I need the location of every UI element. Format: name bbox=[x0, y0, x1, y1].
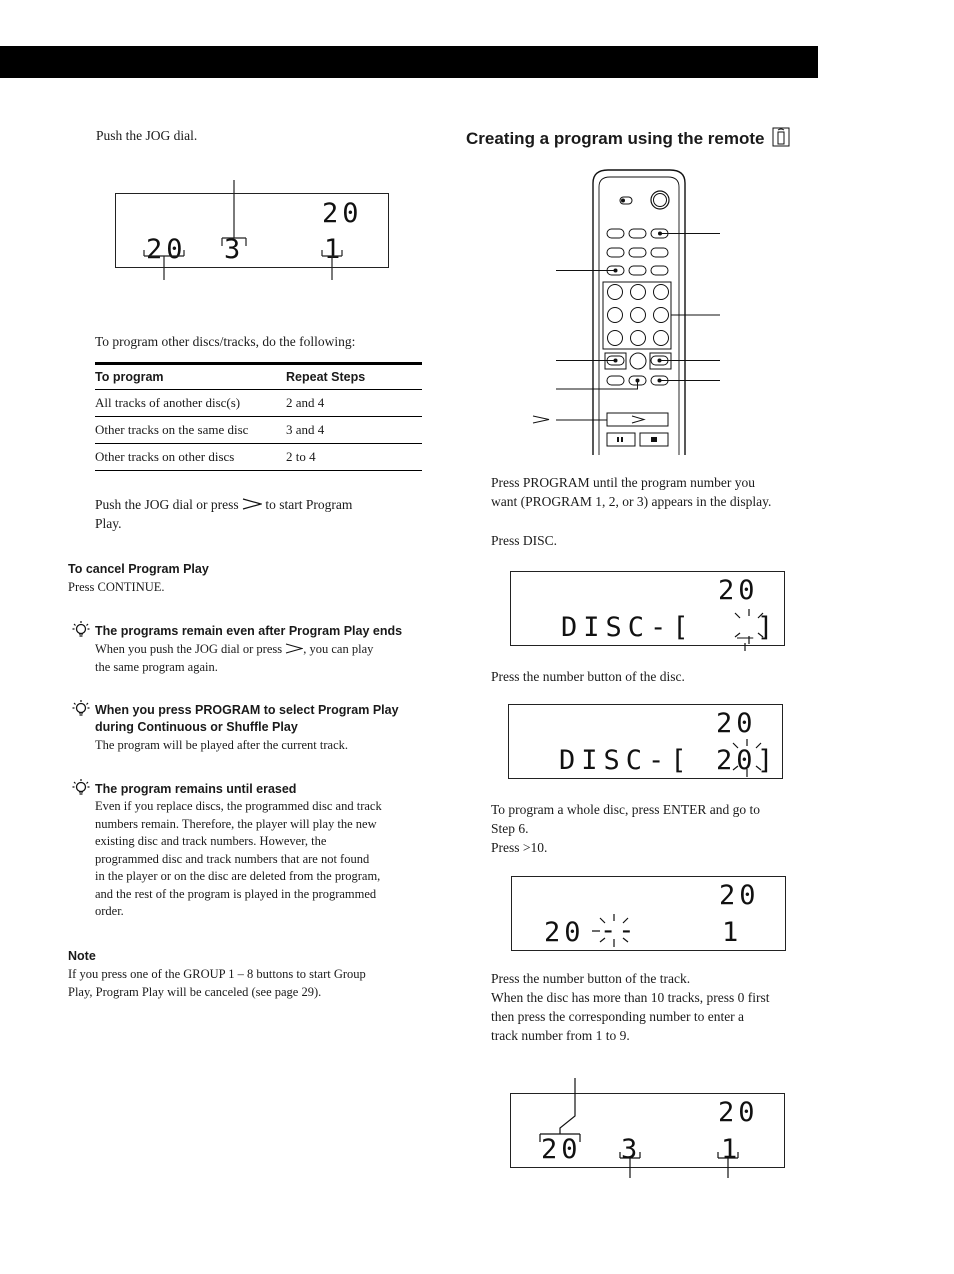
table-header-program: To program bbox=[95, 364, 286, 390]
lcd-top-number: 20 bbox=[718, 575, 759, 606]
step-line: then press the corresponding number to enter a bbox=[491, 1009, 745, 1024]
lightbulb-icon bbox=[72, 699, 90, 719]
step-line: Step 6. bbox=[491, 821, 529, 836]
step-press-number-track bbox=[491, 969, 836, 1045]
table-cell: All tracks of another disc(s) bbox=[95, 390, 286, 417]
program-table bbox=[95, 362, 422, 471]
remote-control-illustration bbox=[530, 165, 730, 460]
lightbulb-icon bbox=[72, 778, 90, 798]
lcd-disc-number: 20 bbox=[541, 1134, 582, 1165]
lcd-disc-value: 20 bbox=[716, 745, 757, 776]
step-line: want (PROGRAM 1, 2, or 3) appears in the display. bbox=[491, 494, 772, 509]
lcd-disc-label: DISC-[ bbox=[559, 745, 693, 776]
tip3-line: order. bbox=[95, 904, 124, 918]
blink-rays bbox=[721, 737, 771, 779]
tip3-line: in the player or on the disc are deleted from the program, bbox=[95, 869, 381, 883]
play-icon bbox=[242, 498, 262, 510]
tip2-heading bbox=[95, 702, 399, 736]
lcd-track-number: 3 bbox=[224, 234, 245, 265]
blink-rays bbox=[740, 643, 750, 655]
tip1-text-part: the same program again. bbox=[95, 659, 218, 674]
step-line: Press PROGRAM until the program number you bbox=[491, 475, 755, 490]
lightbulb-icon bbox=[72, 620, 90, 640]
tip3-line: existing disc and track numbers. However, the bbox=[95, 834, 327, 848]
tip3-line: Even if you replace discs, the programmed disc and track bbox=[95, 799, 382, 813]
lcd-disc-label: DISC-[ bbox=[561, 612, 695, 643]
step-press-number-disc: Press the number button of the disc. bbox=[491, 669, 685, 684]
note-line: If you press one of the GROUP 1 – 8 buttons to start Group bbox=[68, 967, 366, 981]
step-push-jog: Push the JOG dial. bbox=[96, 128, 198, 143]
step-start-text: to start Program bbox=[265, 497, 353, 512]
step-line: track number from 1 to 9. bbox=[491, 1028, 630, 1043]
table-row bbox=[95, 444, 422, 471]
lcd-top-number: 20 bbox=[716, 708, 757, 739]
lcd-close-bracket: ] bbox=[757, 745, 778, 776]
tip3-line: and the rest of the program is played in the programmed bbox=[95, 886, 377, 901]
tip1-heading: The programs remain even after Program Play ends bbox=[95, 624, 403, 638]
tip3-line: programmed disc and track numbers that are not found bbox=[95, 851, 370, 866]
cancel-text: Press CONTINUE. bbox=[68, 580, 165, 594]
tip2-text: The program will be played after the current track. bbox=[95, 738, 349, 752]
table-row bbox=[95, 417, 422, 444]
lcd-step-number: 1 bbox=[324, 234, 345, 265]
blink-rays bbox=[725, 606, 773, 646]
lcd-disc-number: 20 bbox=[544, 917, 585, 948]
table-cell: Other tracks on other discs bbox=[95, 444, 286, 471]
program-other-intro: To program other discs/tracks, do the following: bbox=[95, 334, 356, 349]
lcd-top-number: 20 bbox=[719, 880, 760, 911]
table-cell: Other tracks on the same disc bbox=[95, 417, 286, 444]
table-header-steps: Repeat Steps bbox=[286, 364, 422, 390]
table-cell: 2 to 4 bbox=[286, 444, 422, 471]
remote-icon bbox=[772, 127, 790, 147]
display-1-callouts bbox=[110, 178, 400, 282]
step-start-program bbox=[95, 495, 425, 533]
note-heading: Note bbox=[68, 949, 96, 963]
tip3-heading: The program remains until erased bbox=[95, 782, 297, 796]
cancel-heading: To cancel Program Play bbox=[68, 562, 209, 576]
note-line: Play, Program Play will be canceled (see page 29). bbox=[68, 984, 322, 999]
lcd-display-4 bbox=[511, 876, 786, 951]
tip3-text bbox=[95, 798, 430, 921]
section-title bbox=[466, 127, 790, 150]
step-whole-disc bbox=[491, 800, 831, 857]
step-press-disc: Press DISC. bbox=[491, 533, 558, 548]
display-5-callouts bbox=[530, 1076, 760, 1180]
step-press-program bbox=[491, 473, 831, 511]
step-start-text: Push the JOG dial or press bbox=[95, 497, 239, 512]
lcd-step-number: 1 bbox=[722, 917, 743, 948]
lcd-top-number: 20 bbox=[718, 1097, 759, 1128]
tip1-text bbox=[95, 641, 373, 676]
table-cell: 2 and 4 bbox=[286, 390, 422, 417]
lcd-step-number: 1 bbox=[721, 1134, 742, 1165]
tip1-text-part: , you can play bbox=[303, 642, 374, 656]
blink-rays bbox=[590, 911, 644, 951]
step-start-text: Play. bbox=[95, 516, 122, 531]
play-icon bbox=[285, 643, 303, 654]
lcd-disc-number: 20 bbox=[146, 234, 187, 265]
lcd-display-3 bbox=[508, 704, 783, 779]
step-line: When the disc has more than 10 tracks, press 0 first bbox=[491, 990, 770, 1005]
step-line: To program a whole disc, press ENTER and go to bbox=[491, 802, 760, 817]
tip3-line: numbers remain. Therefore, the player will play the new bbox=[95, 816, 377, 831]
tip1-text-part: When you push the JOG dial or press bbox=[95, 642, 283, 656]
table-row bbox=[95, 390, 422, 417]
step-line: Press the number button of the track. bbox=[491, 971, 691, 986]
lcd-close-bracket: ] bbox=[757, 612, 778, 643]
step-line: Press >10. bbox=[491, 840, 548, 855]
lcd-display-2 bbox=[510, 571, 785, 646]
note-text bbox=[68, 966, 428, 1001]
tip2-heading-line: during Continuous or Shuffle Play bbox=[95, 720, 298, 734]
lcd-blink-cursor: _ bbox=[737, 608, 758, 639]
lcd-track-dash: -- bbox=[600, 915, 637, 946]
lcd-top-number: 20 bbox=[322, 198, 363, 229]
section-title-text: Creating a program using the remote bbox=[466, 129, 765, 148]
lcd-track-number: 3 bbox=[621, 1134, 642, 1165]
table-cell: 3 and 4 bbox=[286, 417, 422, 444]
header-bar bbox=[0, 46, 818, 78]
tip2-heading-line: When you press PROGRAM to select Program Play bbox=[95, 703, 399, 717]
